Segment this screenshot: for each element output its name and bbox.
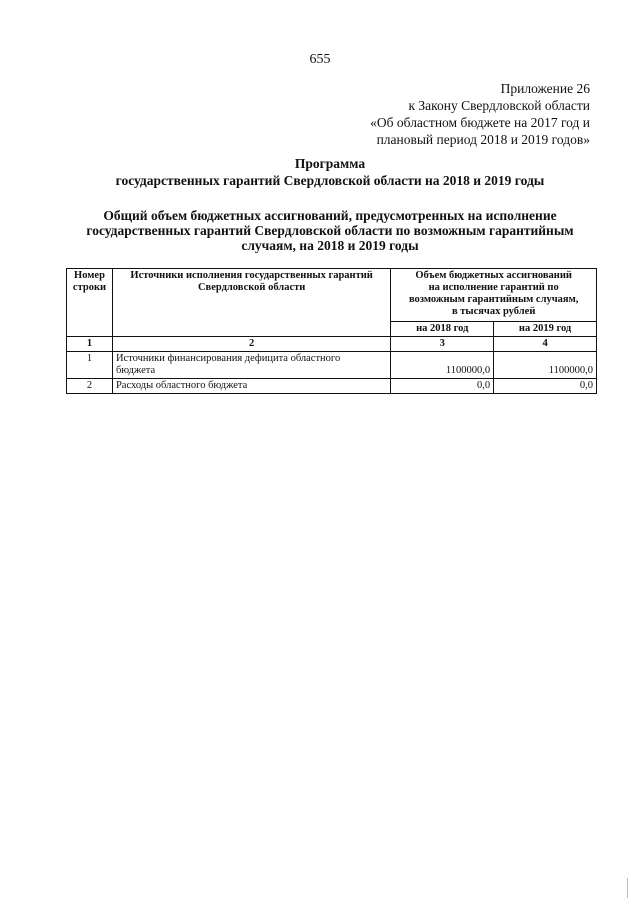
row-name-line-2: бюджета [115,365,156,376]
column-number: 3 [391,337,494,352]
program-heading [0,155,640,189]
appendix-line-2: к Закону Свердловской области [408,98,590,113]
header-row-number [67,269,113,337]
section-title-line-1: Общий объем бюджетных ассигнований, предусмотренных на исполнение [103,208,557,223]
header-amount [391,269,597,322]
row-name-line-1: Источники финансирования дефицита областного [115,353,341,364]
row-name: Расходы областного бюджета [112,379,390,394]
scan-edge-mark [627,878,628,898]
table-header-row [67,269,597,322]
header-row-number-line-1: Номер [74,270,105,281]
row-name [112,352,390,379]
appendix-line-4: плановый период 2018 и 2019 годов» [376,132,590,147]
guarantees-table [66,268,597,394]
section-title-line-2: государственных гарантий Свердловской области по возможным гарантийным [86,223,574,238]
row-number: 1 [67,352,113,379]
appendix-line-3: «Об областном бюджете на 2017 год и [370,115,590,130]
section-title-line-3: случаям, на 2018 и 2019 годы [241,238,419,253]
section-title [0,208,640,253]
column-number: 4 [494,337,597,352]
row-value-2019: 0,0 [494,379,597,394]
row-value-2019: 1100000,0 [494,352,597,379]
header-sources [112,269,390,337]
page-number: 655 [309,52,331,67]
header-year-2019: на 2019 год [494,322,597,337]
row-value-2018: 1100000,0 [391,352,494,379]
header-row-number-line-2: строки [72,282,107,293]
row-value-2018: 0,0 [391,379,494,394]
header-amount-line-4: в тысячах рублей [451,306,536,317]
column-number: 1 [67,337,113,352]
table-row [67,352,597,379]
column-number: 2 [112,337,390,352]
table-row [67,379,597,394]
header-amount-line-2: на исполнение гарантий по [428,282,559,293]
header-year-2018: на 2018 год [391,322,494,337]
header-sources-line-2: Свердловской области [197,282,306,293]
column-numbers-row [67,337,597,352]
appendix-reference [370,80,590,148]
header-sources-line-1: Источники исполнения государственных гарантий [130,270,373,281]
row-number: 2 [67,379,113,394]
header-amount-line-1: Объем бюджетных ассигнований [415,270,572,281]
program-subtitle: государственных гарантий Свердловской области на 2018 и 2019 годы [115,173,545,188]
program-title: Программа [294,156,366,171]
appendix-line-1: Приложение 26 [500,81,590,96]
header-amount-line-3: возможным гарантийным случаям, [408,294,579,305]
